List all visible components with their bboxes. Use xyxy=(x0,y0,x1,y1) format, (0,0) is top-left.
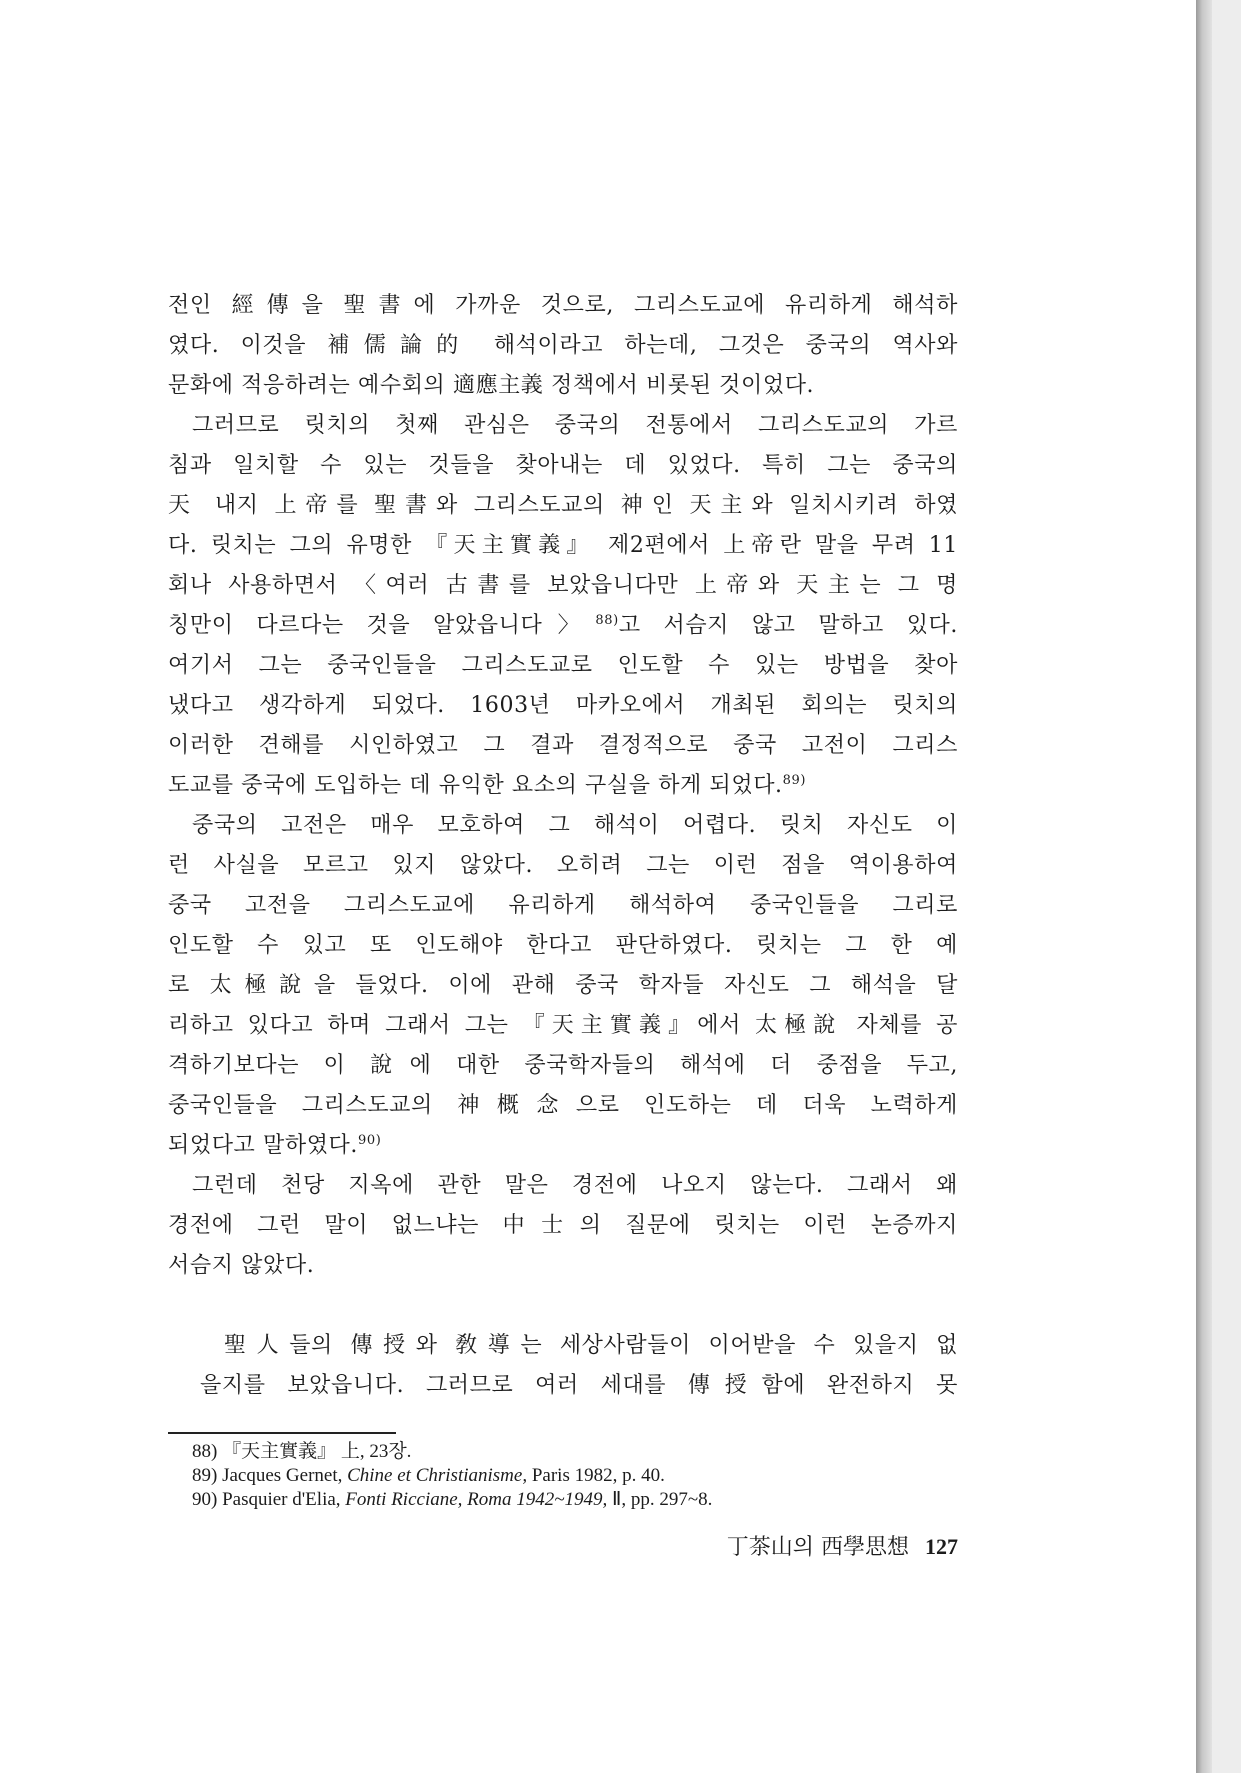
page-body xyxy=(168,286,958,1512)
text-line: 다. 릿치는 그의 유명한 『天主實義』 제2편에서 上帝란 말을 무려 11 xyxy=(168,533,958,558)
footnote-number: 90) xyxy=(192,1489,218,1510)
spacer xyxy=(168,1286,958,1326)
running-title: 丁茶山의 西學思想 xyxy=(726,1535,909,1560)
text-line: 이러한 견해를 시인하였고 그 결과 결정적으로 중국 고전이 그리스 xyxy=(168,733,958,758)
footnote-author: Pasquier d'Elia, xyxy=(222,1489,346,1510)
page-margin xyxy=(1212,0,1241,1773)
footnote-number: 89) xyxy=(192,1465,218,1486)
text-line: 그런데 천당 지옥에 관한 말은 경전에 나오지 않는다. 그래서 왜 xyxy=(192,1173,958,1198)
text-line: 중국 고전을 그리스도교에 유리하게 해석하여 중국인들을 그리로 xyxy=(168,893,958,918)
text-line: 그러므로 릿치의 첫째 관심은 중국의 전통에서 그리스도교의 가르 xyxy=(192,413,958,438)
text-line: 聖人들의 傳授와 敎導는 세상사람들이 이어받을 수 있을지 없 xyxy=(224,1333,958,1358)
footnote-number: 88) xyxy=(192,1441,218,1462)
page-edge-shadow xyxy=(1196,0,1212,1773)
text-line: 경전에 그런 말이 없느냐는 中士의 질문에 릿치는 이런 논증까지 xyxy=(168,1213,958,1238)
text-line: 격하기보다는 이 說에 대한 중국학자들의 해석에 더 중점을 두고, xyxy=(168,1053,958,1078)
footnote-title: Chine et Christianisme, xyxy=(347,1465,528,1486)
block-quote xyxy=(168,1326,958,1406)
footnote-89 xyxy=(192,1464,958,1488)
paragraph-3 xyxy=(168,806,958,1166)
footnote-ref: 88) xyxy=(595,613,619,628)
text-segment: 되었다고 말하였다. xyxy=(168,1133,359,1158)
footnote-88 xyxy=(192,1440,958,1464)
footnote-text: 『天主實義』 上, 23장. xyxy=(222,1441,412,1462)
paragraph-2 xyxy=(168,406,958,806)
text-line: 런 사실을 모르고 있지 않았다. 오히려 그는 이런 점을 역이용하여 xyxy=(168,853,958,878)
text-line xyxy=(168,1126,958,1166)
footnote-90 xyxy=(192,1488,958,1512)
text-line: 을지를 보았읍니다. 그러므로 여러 세대를 傳授함에 완전하지 못 xyxy=(200,1373,958,1398)
running-footer xyxy=(727,1530,958,1561)
text-line: 리하고 있다고 하며 그래서 그는 『天主實義』에서 太極說 자체를 공 xyxy=(168,1013,958,1038)
footnote-ref: 90) xyxy=(358,1133,382,1148)
footnote-rest: Ⅱ, pp. 297~8. xyxy=(607,1489,713,1510)
footnote-author: Jacques Gernet, xyxy=(222,1465,348,1486)
text-line: 문화에 적응하려는 예수회의 適應主義 정책에서 비롯된 것이었다. xyxy=(168,373,815,398)
text-line: 중국의 고전은 매우 모호하여 그 해석이 어렵다. 릿치 자신도 이 xyxy=(192,813,958,838)
text-line: 전인 經傳을 聖書에 가까운 것으로, 그리스도교에 유리하게 해석하 xyxy=(168,293,958,318)
page-number: 127 xyxy=(925,1534,958,1559)
text-line: 인도할 수 있고 또 인도해야 한다고 판단하였다. 릿치는 그 한 예 xyxy=(168,933,958,958)
text-line: 침과 일치할 수 있는 것들을 찾아내는 데 있었다. 특히 그는 중국의 xyxy=(168,453,958,478)
text-line: 였다. 이것을 補儒論的 해석이라고 하는데, 그것은 중국의 역사와 xyxy=(168,333,958,358)
text-line xyxy=(168,606,958,646)
text-line: 서슴지 않았다. xyxy=(168,1253,315,1278)
footnote-divider xyxy=(168,1432,396,1434)
text-line: 중국인들을 그리스도교의 神概念으로 인도하는 데 더욱 노력하게 xyxy=(168,1093,958,1118)
text-line: 냈다고 생각하게 되었다. 1603년 마카오에서 개최된 회의는 릿치의 xyxy=(168,693,958,718)
text-line: 회나 사용하면서 〈여러 古書를 보았읍니다만 上帝와 天主는 그 명 xyxy=(168,573,958,598)
text-segment: 칭만이 다르다는 것을 알았읍니다〉 xyxy=(168,613,596,638)
text-segment: 고 서슴지 않고 말하고 있다. xyxy=(618,613,959,638)
text-line: 로 太極說을 들었다. 이에 관해 중국 학자들 자신도 그 해석을 달 xyxy=(168,973,958,998)
text-line: 여기서 그는 중국인들을 그리스도교로 인도할 수 있는 방법을 찾아 xyxy=(168,653,958,678)
footnotes xyxy=(168,1440,958,1512)
text-segment: 도교를 중국에 도입하는 데 유익한 요소의 구실을 하게 되었다. xyxy=(168,773,783,798)
paragraph-4 xyxy=(168,1166,958,1286)
footnote-title: Fonti Ricciane, Roma 1942~1949, xyxy=(345,1489,608,1510)
text-line xyxy=(168,766,958,806)
footnote-rest: Paris 1982, p. 40. xyxy=(527,1465,665,1486)
text-line: 天 내지 上帝를 聖書와 그리스도교의 神인 天主와 일치시키려 하였 xyxy=(168,493,958,518)
footnote-ref: 89) xyxy=(782,773,807,788)
paragraph-1 xyxy=(168,286,958,406)
